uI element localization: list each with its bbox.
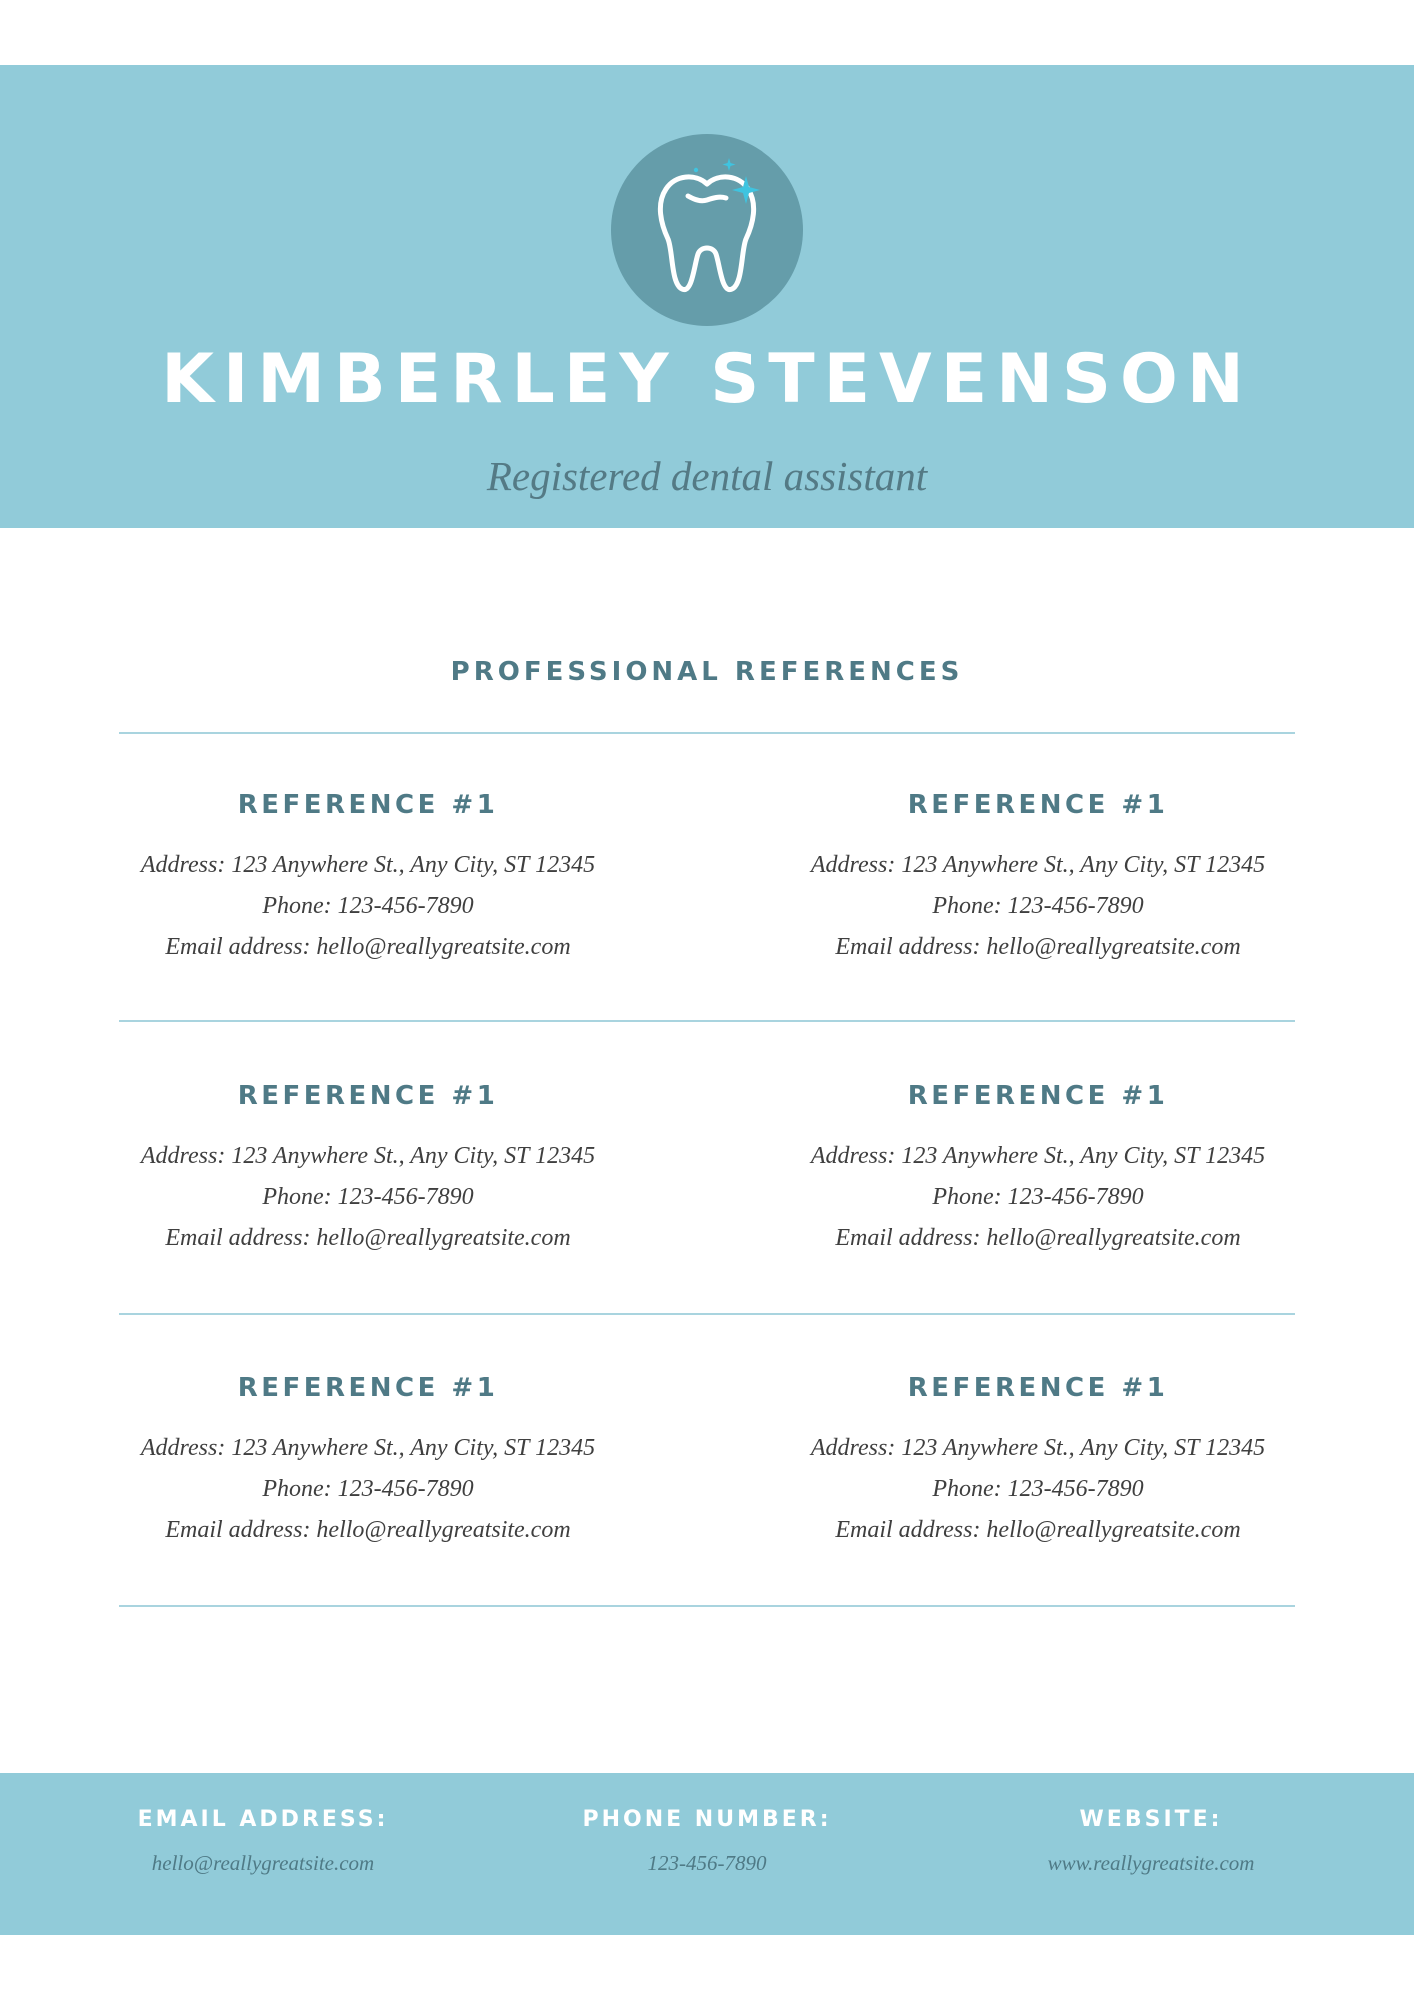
divider — [119, 1605, 1295, 1607]
reference-phone: Phone: 123-456-7890 — [262, 1184, 474, 1210]
footer-email-label: EMAIL ADDRESS: — [137, 1807, 389, 1832]
footer-phone-value: 123-456-7890 — [647, 1851, 767, 1875]
reference-email: Email address: hello@reallygreatsite.com — [835, 1225, 1241, 1251]
job-title: Registered dental assistant — [486, 453, 928, 499]
section-title: PROFESSIONAL REFERENCES — [450, 657, 964, 687]
person-name: KIMBERLEY STEVENSON — [161, 340, 1253, 419]
reference-card — [758, 1076, 1318, 1259]
logo — [611, 134, 803, 326]
reference-phone: Phone: 123-456-7890 — [932, 1184, 1144, 1210]
reference-phone: Phone: 123-456-7890 — [932, 893, 1144, 919]
footer-email-value: hello@reallygreatsite.com — [151, 1851, 375, 1875]
divider — [119, 1313, 1295, 1315]
footer-website — [951, 1800, 1351, 1880]
reference-phone: Phone: 123-456-7890 — [262, 893, 474, 919]
footer-website-value: www.reallygreatsite.com — [1047, 1851, 1255, 1875]
reference-email: Email address: hello@reallygreatsite.com — [165, 934, 571, 960]
reference-title: REFERENCE #1 — [907, 790, 1169, 820]
divider — [119, 732, 1295, 734]
reference-address: Address: 123 Anywhere St., Any City, ST 12345 — [140, 852, 596, 878]
reference-email: Email address: hello@reallygreatsite.com — [835, 1517, 1241, 1543]
reference-phone: Phone: 123-456-7890 — [932, 1476, 1144, 1502]
reference-card — [88, 1076, 648, 1259]
reference-address: Address: 123 Anywhere St., Any City, ST 12345 — [810, 1143, 1266, 1169]
divider — [119, 1020, 1295, 1022]
reference-email: Email address: hello@reallygreatsite.com — [165, 1517, 571, 1543]
reference-card — [88, 1368, 648, 1551]
reference-title: REFERENCE #1 — [237, 790, 499, 820]
reference-card — [758, 1368, 1318, 1551]
reference-card — [88, 785, 648, 968]
footer-email — [63, 1800, 463, 1880]
reference-card — [758, 785, 1318, 968]
reference-title: REFERENCE #1 — [237, 1081, 499, 1111]
reference-phone: Phone: 123-456-7890 — [262, 1476, 474, 1502]
tooth-sparkle-icon — [611, 134, 803, 326]
reference-address: Address: 123 Anywhere St., Any City, ST 12345 — [810, 852, 1266, 878]
reference-title: REFERENCE #1 — [907, 1081, 1169, 1111]
footer-phone-label: PHONE NUMBER: — [582, 1807, 832, 1832]
reference-address: Address: 123 Anywhere St., Any City, ST 12345 — [140, 1143, 596, 1169]
reference-title: REFERENCE #1 — [237, 1373, 499, 1403]
reference-email: Email address: hello@reallygreatsite.com — [165, 1225, 571, 1251]
reference-address: Address: 123 Anywhere St., Any City, ST 12345 — [140, 1435, 596, 1461]
footer-phone — [507, 1800, 907, 1880]
reference-title: REFERENCE #1 — [907, 1373, 1169, 1403]
reference-address: Address: 123 Anywhere St., Any City, ST 12345 — [810, 1435, 1266, 1461]
footer-website-label: WEBSITE: — [1079, 1807, 1223, 1832]
reference-email: Email address: hello@reallygreatsite.com — [835, 934, 1241, 960]
